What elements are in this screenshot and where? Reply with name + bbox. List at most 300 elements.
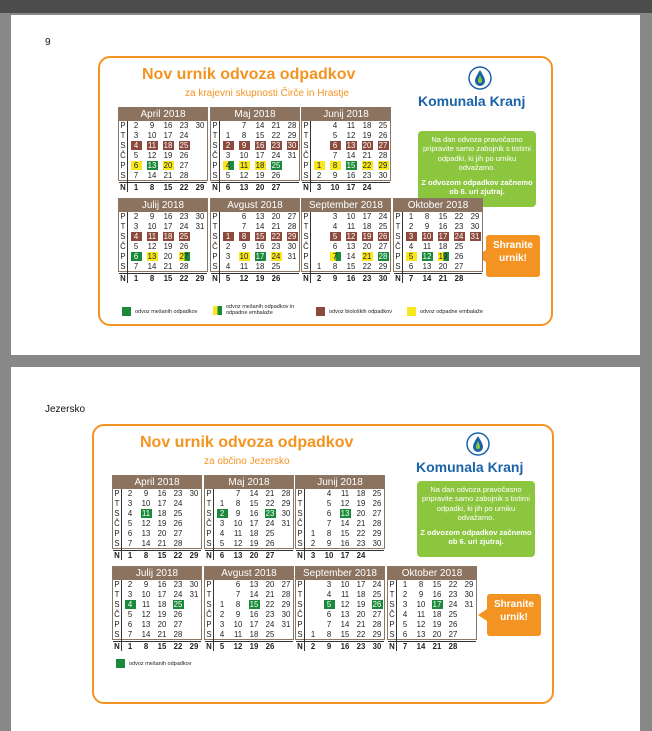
month-header: Avgust 2018: [211, 199, 299, 212]
day-cell: 13: [233, 550, 243, 560]
day-cell: [192, 141, 208, 151]
day-cell: 1: [133, 273, 139, 283]
month-calendar: [210, 198, 300, 283]
month-header: Junij 2018: [296, 476, 384, 489]
day-cell: 12: [346, 131, 356, 141]
day-cell: 30: [195, 121, 205, 130]
day-cell: 20: [438, 262, 448, 272]
day-cell: 14: [340, 519, 350, 529]
day-cell: 31: [281, 620, 291, 630]
month-calendar: [118, 107, 208, 192]
day-cell: 11: [233, 630, 243, 640]
day-cell: [278, 529, 294, 539]
day-cell: [461, 620, 477, 630]
legend-swatch: [316, 307, 325, 316]
day-letter: P: [296, 489, 305, 499]
legend-item: [213, 304, 303, 316]
week-day-row: [296, 590, 384, 600]
day-cell: [305, 509, 321, 519]
week-day-row: [211, 242, 299, 252]
day-cell: 9: [241, 242, 247, 252]
day-cell: 2: [127, 489, 133, 498]
day-cell: 19: [163, 151, 173, 161]
day-cell: 12: [416, 620, 426, 630]
day-cell: 27: [372, 509, 382, 519]
day-cell: 19: [163, 242, 173, 252]
day-cell: 3: [402, 600, 408, 610]
week-day-row: [302, 252, 390, 262]
day-cell: [305, 489, 321, 499]
day-cell: [311, 252, 327, 262]
day-letter: S: [296, 630, 305, 640]
day-cell: [284, 183, 300, 192]
day-cell: 2: [310, 641, 316, 651]
day-cell: 9: [418, 590, 424, 600]
day-cell: 26: [265, 539, 275, 549]
day-letter: Č: [211, 242, 220, 252]
day-cell: 10: [346, 212, 356, 221]
month-header: Julij 2018: [119, 199, 207, 212]
day-letter: N: [211, 274, 220, 283]
day-cell: 25: [179, 232, 189, 242]
day-letter: Č: [302, 151, 311, 161]
day-cell: 23: [362, 273, 372, 283]
day-cell: 29: [189, 550, 199, 560]
day-letter: P: [113, 529, 122, 539]
week-day-row: [388, 641, 476, 651]
week-day-row: [296, 519, 384, 529]
day-cell: 12: [147, 151, 157, 161]
week-day-row: [211, 121, 299, 131]
day-cell: 14: [249, 590, 259, 600]
month-calendar: [210, 107, 300, 192]
week-day-row: [205, 630, 293, 640]
week-day-row: [119, 141, 207, 151]
day-cell: 14: [422, 273, 432, 283]
day-letter: S: [296, 539, 305, 549]
day-cell: 9: [149, 121, 155, 130]
day-cell: 1: [220, 232, 236, 242]
day-cell: 21: [157, 539, 167, 549]
day-cell: [220, 121, 236, 131]
day-letter: N: [394, 274, 403, 283]
month-header: Maj 2018: [211, 108, 299, 121]
week-day-row: [211, 131, 299, 141]
week-day-row: [119, 262, 207, 272]
day-cell: 15: [340, 630, 350, 640]
legend-label: odvoz mešanih odpadkov: [129, 660, 192, 667]
day-letter: S: [296, 600, 305, 610]
day-cell: 3: [225, 151, 231, 161]
day-letter: S: [302, 141, 311, 151]
day-cell: 1: [316, 262, 322, 272]
week-day-row: [394, 252, 482, 262]
day-cell: 13: [249, 580, 259, 589]
day-cell: 17: [438, 232, 448, 242]
day-cell: 10: [330, 182, 340, 192]
day-letter: T: [205, 499, 214, 509]
day-cell: 19: [255, 273, 265, 283]
day-cell: 7: [332, 151, 338, 161]
day-cell: 29: [189, 641, 199, 651]
month-header: September 2018: [302, 199, 390, 212]
day-cell: 2: [133, 121, 139, 130]
day-cell: 26: [448, 620, 458, 630]
day-cell: 31: [189, 590, 199, 600]
day-cell: 18: [157, 600, 167, 610]
day-cell: 11: [346, 121, 356, 130]
day-cell: 17: [340, 550, 350, 560]
day-cell: [186, 499, 202, 509]
day-cell: 26: [378, 232, 388, 242]
day-cell: 6: [225, 182, 231, 192]
day-cell: 31: [287, 252, 297, 262]
month-calendar: [112, 475, 202, 560]
day-cell: 26: [372, 499, 382, 509]
day-letter: T: [119, 131, 128, 141]
day-letter: N: [296, 551, 305, 560]
day-cell: 12: [346, 232, 356, 242]
day-cell: 26: [173, 519, 183, 529]
day-cell: 8: [236, 232, 252, 242]
day-cell: 27: [271, 182, 281, 192]
day-cell: 4: [225, 262, 231, 272]
day-cell: [186, 509, 202, 519]
day-letter: T: [113, 590, 122, 600]
day-cell: 17: [346, 182, 356, 192]
day-letter: S: [296, 509, 305, 519]
day-cell: 9: [326, 539, 332, 549]
day-cell: 4: [220, 161, 236, 171]
day-letter: P: [296, 620, 305, 630]
week-day-row: [388, 600, 476, 610]
day-cell: 8: [143, 550, 149, 560]
day-cell: 10: [416, 600, 426, 610]
day-cell: 11: [147, 141, 157, 151]
day-cell: 30: [372, 539, 382, 549]
day-cell: 14: [346, 151, 356, 161]
day-cell: 7: [408, 273, 414, 283]
day-cell: 16: [249, 610, 259, 620]
day-letter: S: [394, 262, 403, 272]
flyer-title: Nov urnik odvoza odpadkov: [142, 66, 356, 83]
day-cell: 28: [287, 222, 297, 232]
week-day-row: [211, 262, 299, 272]
day-cell: 19: [362, 131, 372, 141]
day-cell: 28: [378, 151, 388, 161]
day-cell: 7: [326, 620, 332, 630]
day-letter: P: [296, 529, 305, 539]
day-cell: 30: [287, 242, 297, 252]
day-cell: 2: [408, 222, 414, 232]
day-cell: 4: [332, 222, 338, 232]
day-cell: 21: [271, 121, 281, 130]
legend-swatch: [213, 306, 222, 315]
info-text: Na dan odvoza pravočasno pripravite samo zabojnik s tistimi odpadki, ki jih po urniku odvažamo.: [423, 135, 531, 173]
day-letter: S: [205, 509, 214, 519]
week-day-row: [113, 610, 201, 620]
day-cell: 18: [157, 509, 167, 519]
day-letter: P: [205, 489, 214, 499]
day-letter: S: [388, 600, 397, 610]
week-day-row: [388, 580, 476, 590]
week-day-row: [302, 121, 390, 131]
day-cell: 1: [402, 580, 408, 589]
day-cell: 19: [362, 232, 372, 242]
day-letter: N: [119, 183, 128, 192]
day-cell: 26: [179, 242, 189, 252]
document-page-2: [11, 367, 640, 731]
day-cell: 23: [265, 610, 275, 620]
day-cell: 24: [173, 590, 183, 600]
day-letter: S: [119, 171, 128, 181]
month-calendar: [295, 475, 385, 560]
day-cell: 20: [255, 182, 265, 192]
day-letter: Č: [113, 519, 122, 529]
day-cell: 14: [141, 630, 151, 640]
day-cell: 29: [372, 529, 382, 539]
day-cell: 14: [340, 620, 350, 630]
day-cell: 23: [362, 171, 372, 181]
day-cell: 22: [356, 529, 366, 539]
week-day-row: [296, 641, 384, 651]
day-cell: 4: [127, 509, 133, 519]
day-cell: [278, 630, 294, 640]
flyer-title: Nov urnik odvoza odpadkov: [140, 434, 354, 451]
day-cell: 15: [163, 182, 173, 192]
day-cell: 16: [255, 141, 265, 151]
day-letter: P: [296, 580, 305, 590]
logo-text: Komunala Kranj: [416, 459, 524, 475]
day-cell: [192, 151, 208, 161]
week-day-row: [119, 161, 207, 171]
day-cell: 13: [416, 630, 426, 640]
day-cell: 6: [127, 529, 133, 539]
day-cell: 21: [362, 252, 372, 262]
week-day-row: [388, 620, 476, 630]
day-cell: [214, 580, 230, 590]
day-letter: S: [302, 262, 311, 272]
day-cell: 11: [141, 600, 151, 610]
day-cell: 27: [265, 550, 275, 560]
day-cell: 7: [326, 519, 332, 529]
day-cell: 20: [157, 620, 167, 630]
day-cell: 6: [408, 262, 414, 272]
day-cell: 18: [432, 610, 442, 620]
day-cell: 10: [239, 252, 249, 262]
day-cell: 27: [378, 141, 388, 151]
week-day-row: [119, 252, 207, 262]
day-cell: [214, 590, 230, 600]
day-cell: 16: [255, 242, 265, 252]
day-cell: 29: [372, 630, 382, 640]
day-cell: 9: [332, 171, 338, 181]
day-cell: 21: [432, 641, 442, 651]
day-cell: 5: [321, 600, 337, 610]
legend-item: [122, 307, 197, 316]
day-letter: P: [119, 212, 128, 222]
day-letter: N: [302, 183, 311, 192]
day-cell: 6: [128, 252, 144, 262]
day-cell: 22: [362, 161, 372, 171]
day-cell: 7: [127, 539, 133, 549]
day-cell: 4: [408, 242, 414, 252]
week-day-row: [205, 590, 293, 600]
day-cell: 19: [249, 539, 259, 549]
week-day-row: [211, 151, 299, 161]
week-day-row: [113, 519, 201, 529]
day-cell: 25: [265, 529, 275, 539]
day-cell: 28: [454, 273, 464, 283]
week-day-row: [296, 610, 384, 620]
day-cell: 21: [157, 630, 167, 640]
day-cell: [305, 580, 321, 590]
day-cell: 17: [362, 212, 372, 221]
day-cell: 4: [332, 121, 338, 130]
day-letter: P: [119, 252, 128, 262]
day-letter: Č: [296, 519, 305, 529]
day-cell: 23: [265, 509, 275, 519]
week-day-row: [205, 600, 293, 610]
day-cell: 30: [195, 212, 205, 221]
day-letter: S: [211, 232, 220, 242]
day-cell: 15: [438, 212, 448, 221]
month-calendar: [393, 198, 483, 283]
day-cell: 27: [287, 212, 297, 221]
day-letter: P: [119, 121, 128, 131]
day-cell: 25: [372, 590, 382, 600]
day-cell: 31: [464, 600, 474, 610]
week-day-row: [119, 273, 207, 283]
day-cell: [461, 630, 477, 640]
week-day-row: [302, 232, 390, 242]
day-cell: 24: [179, 222, 189, 232]
day-cell: 5: [225, 273, 231, 283]
day-cell: 29: [378, 262, 388, 272]
week-day-row: [119, 171, 207, 181]
day-letter: S: [211, 171, 220, 181]
week-day-row: [302, 171, 390, 181]
day-letter: T: [119, 222, 128, 232]
day-cell: 6: [402, 630, 408, 640]
month-calendar: [387, 566, 477, 651]
day-cell: 30: [189, 580, 199, 589]
day-letter: T: [296, 499, 305, 509]
day-cell: 28: [372, 620, 382, 630]
day-cell: 7: [235, 489, 241, 498]
day-letter: N: [205, 551, 214, 560]
day-cell: [192, 262, 208, 272]
day-cell: [186, 610, 202, 620]
day-cell: 7: [241, 222, 247, 232]
day-letter: P: [119, 161, 128, 171]
day-cell: 10: [233, 620, 243, 630]
day-cell: 4: [128, 232, 144, 242]
day-cell: 20: [362, 242, 372, 252]
page-label: 9: [45, 37, 51, 48]
month-calendar: [118, 198, 208, 283]
day-cell: 16: [340, 539, 350, 549]
week-day-row: [113, 630, 201, 640]
day-cell: 5: [127, 610, 133, 620]
day-letter: N: [113, 551, 122, 560]
month-calendar: [204, 475, 294, 560]
day-cell: 18: [255, 262, 265, 272]
day-cell: 3: [332, 212, 338, 221]
day-cell: 28: [448, 641, 458, 651]
week-day-row: [394, 242, 482, 252]
day-cell: 30: [287, 141, 297, 151]
day-cell: 16: [438, 222, 448, 232]
day-cell: 12: [233, 539, 243, 549]
info-bold-text: Z odvozom odpadkov začnemo ob 6. uri zjutraj.: [421, 177, 533, 196]
day-cell: 23: [179, 121, 189, 130]
day-cell: 15: [346, 161, 356, 171]
day-cell: [284, 161, 300, 171]
day-cell: 16: [163, 121, 173, 130]
day-cell: 30: [378, 273, 388, 283]
day-cell: 28: [378, 252, 388, 262]
day-letter: P: [211, 161, 220, 171]
day-letter: S: [211, 262, 220, 272]
day-cell: 3: [219, 519, 225, 529]
day-cell: 9: [236, 141, 252, 151]
week-day-row: [388, 610, 476, 620]
day-cell: 12: [147, 242, 157, 252]
day-cell: 9: [326, 641, 332, 651]
day-cell: 5: [332, 131, 338, 141]
day-cell: 20: [249, 550, 259, 560]
day-cell: 14: [147, 171, 157, 181]
day-cell: 17: [255, 151, 265, 161]
day-letter: P: [205, 529, 214, 539]
day-cell: 20: [163, 161, 173, 171]
day-letter: P: [211, 212, 220, 222]
day-cell: 28: [287, 121, 297, 130]
info-box: [418, 131, 536, 207]
day-cell: 8: [241, 131, 247, 141]
day-cell: [186, 620, 202, 630]
day-cell: 28: [372, 519, 382, 529]
week-day-row: [302, 222, 390, 232]
day-cell: 5: [133, 151, 139, 161]
day-cell: 23: [179, 212, 189, 221]
day-cell: 15: [163, 273, 173, 283]
day-cell: 13: [141, 620, 151, 630]
month-header: Maj 2018: [205, 476, 293, 489]
legend-swatch: [122, 307, 131, 316]
week-day-row: [113, 590, 201, 600]
day-cell: 19: [157, 519, 167, 529]
day-letter: P: [211, 121, 220, 131]
week-day-row: [211, 232, 299, 242]
day-cell: 13: [147, 161, 157, 171]
day-cell: [311, 212, 327, 222]
day-cell: 23: [271, 141, 281, 151]
day-cell: 8: [235, 600, 241, 610]
day-letter: S: [119, 262, 128, 272]
day-cell: 24: [173, 499, 183, 509]
day-cell: 7: [241, 121, 247, 130]
week-day-row: [296, 630, 384, 640]
day-cell: 12: [340, 600, 350, 610]
day-cell: 22: [271, 131, 281, 141]
day-cell: 1: [310, 529, 316, 539]
week-day-row: [394, 273, 482, 283]
day-cell: 28: [179, 171, 189, 181]
legend-label: odvoz mešanih odpadkov: [135, 308, 198, 315]
day-cell: 6: [332, 242, 338, 252]
